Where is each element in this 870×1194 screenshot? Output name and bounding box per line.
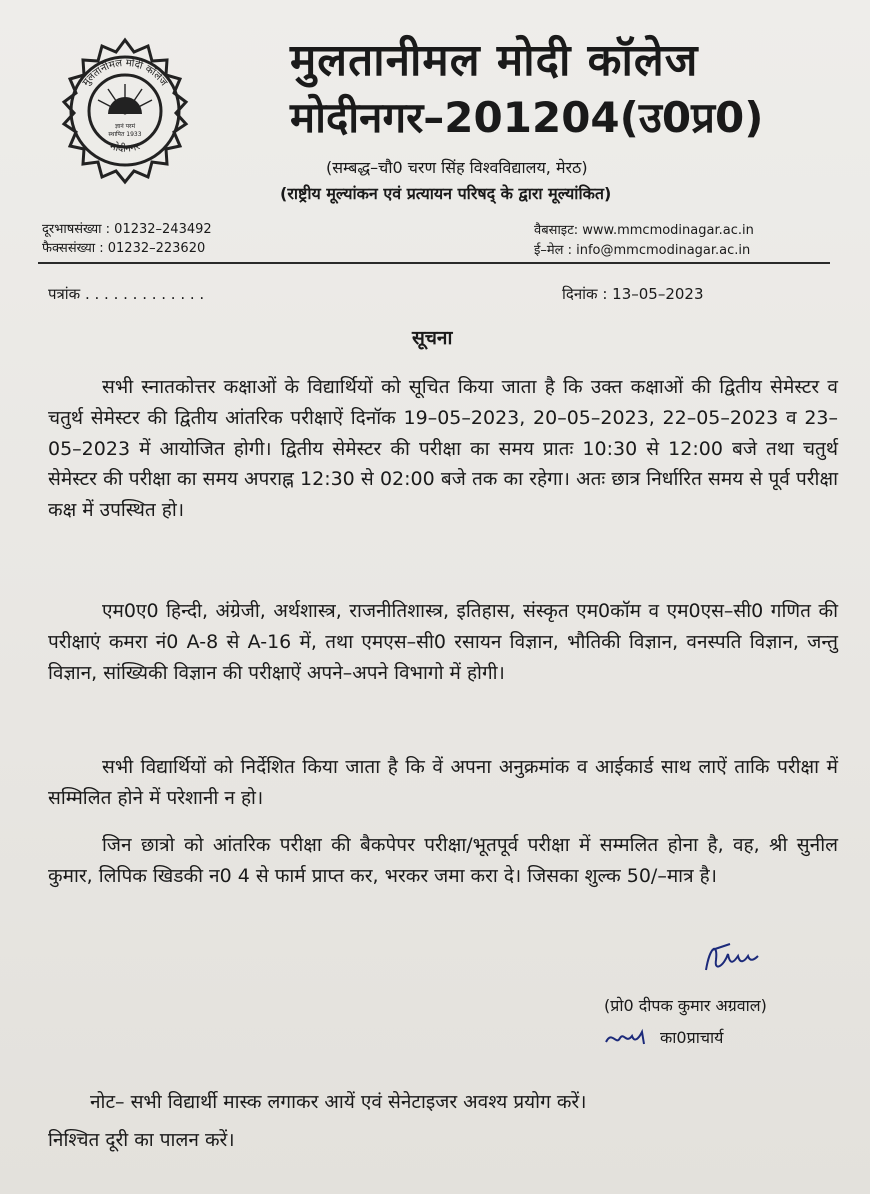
reference-number: पत्रांक . . . . . . . . . . . . . bbox=[48, 285, 205, 303]
notice-heading: सूचना bbox=[412, 327, 453, 349]
notice-paragraph-4: जिन छात्रो को आंतरिक परीक्षा की बैकपेपर परीक्षा/भूतपूर्व परीक्षा में सम्मलित होना है, वह, श्री सुनील कुमार, लिपिक खिडकी न0 4 से फार्म प्राप्त कर, भरकर जमा करा दे। जिसका शुल्क 50/–मात्र है। bbox=[48, 834, 838, 887]
seal-arc-text-bottom: मोदीनगर bbox=[108, 141, 142, 155]
email: ई–मेल : info@mmcmodinagar.ac.in bbox=[534, 243, 751, 258]
notice-paragraph-2: एम0ए0 हिन्दी, अंग्रेजी, अर्थशास्त्र, राजनीतिशास्त्र, इतिहास, संस्कृत एम0कॉम व एम0एस–सी0 गणित की परीक्षाएं कमरा नं0 A-8 से A-16 में, तथा एमएस–सी0 रसायन विज्ञान, भौतिकी विज्ञान, वनस्पति विज्ञान, जन्तु विज्ञान, सांख्यिकी विज्ञान की परीक्षाऐं अपने–अपने विभागो में होगी। bbox=[48, 600, 838, 684]
seal-motto: ज्ञानं परमं bbox=[114, 123, 136, 130]
college-name: मुलतानीमल मोदी कॉलेज bbox=[290, 35, 699, 86]
seal-year: स्थापित 1933 bbox=[108, 131, 142, 138]
phone-number: दूरभाषसंख्या : 01232–243492 bbox=[42, 222, 212, 237]
college-seal-logo bbox=[50, 36, 200, 186]
accreditation-line: (राष्ट्रीय मूल्यांकन एवं प्रत्यायन परिषद् के द्वारा मूल्यांकित) bbox=[280, 184, 612, 203]
affiliation-line: (सम्बद्ध–चौ0 चरण सिंह विश्वविद्यालय, मेरठ) bbox=[326, 158, 588, 177]
college-location: मोदीनगर–201204(उ0प्र0) bbox=[290, 93, 764, 142]
initials-mark bbox=[602, 1024, 652, 1050]
signatory-designation: का0प्राचार्य bbox=[660, 1028, 724, 1047]
header-divider bbox=[38, 262, 830, 264]
note-line-1: नोट– सभी विद्यार्थी मास्क लगाकर आयें एवं सेनेटाइजर अवश्य प्रयोग करें। bbox=[90, 1091, 587, 1113]
principal-signature bbox=[700, 936, 770, 980]
seal-arc-text-top: मुलतानीमल मोदी कॉलेज bbox=[80, 57, 170, 89]
letter-date: दिनांक : 13–05–2023 bbox=[562, 285, 704, 303]
notice-paragraph-3: सभी विद्यार्थियों को निर्देशित किया जाता है कि वें अपना अनुक्रमांक व आईकार्ड साथ लाऐं ताकि परीक्षा में सम्मिलित होने में परेशानी न हो। bbox=[48, 756, 838, 809]
note-line-2: निश्चित दूरी का पालन करें। bbox=[48, 1129, 235, 1151]
notice-paragraph-1: सभी स्नातकोत्तर कक्षाओं के विद्यार्थियों को सूचित किया जाता है कि उक्त कक्षाओं की द्वितीय सेमेस्टर व चतुर्थ सेमेस्टर की द्वितीय आंतरिक परीक्षाऐं दिनॉक 19–05–2023, 20–05–2023, 22–05–2023 व 23–05–2023 में आयोजित होगी। द्वितीय सेमेस्टर की परीक्षा का समय प्रातः 10:30 से 12:00 बजे तथा चतुर्थ सेमेस्टर की परीक्षा का समय अपराह्न 12:30 से 02:00 बजे तक का रहेगा। अतः छात्र निर्धारित समय से पूर्व परीक्षा कक्ष में उपस्थित हो। bbox=[48, 376, 838, 522]
fax-number: फैक्ससंख्या : 01232–223620 bbox=[42, 241, 206, 256]
website: वैबसाइट: www.mmcmodinagar.ac.in bbox=[534, 223, 754, 238]
signatory-name: (प्रो0 दीपक कुमार अग्रवाल) bbox=[604, 996, 767, 1015]
